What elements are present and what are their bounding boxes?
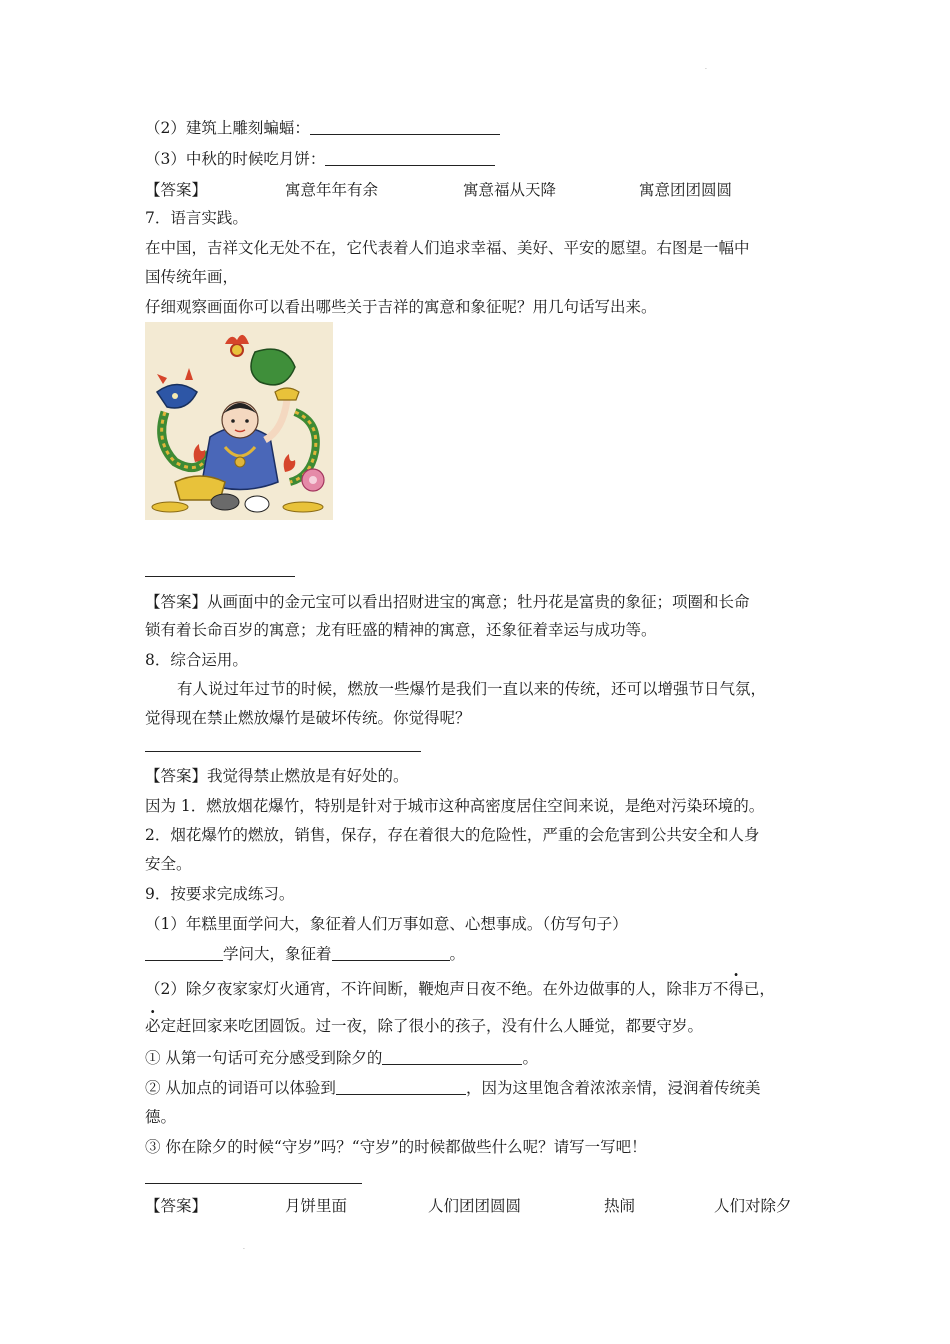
q9-item2-line: （2）除夕夜家家灯火通宵，不许间断，鞭炮声日夜不绝。在外边做事的人，除非· 万不得已， bbox=[145, 979, 775, 999]
q6-item2: （2）建筑上雕刻蝙蝠： bbox=[145, 118, 500, 138]
dotted-emphasis: 必 bbox=[145, 1017, 161, 1035]
q7-paragraph-line: 在中国，吉祥文化无处不在，它代表着人们追求幸福、美好、平安的愿望。右图是一幅中 bbox=[145, 239, 750, 257]
page-speck: · bbox=[705, 66, 707, 73]
q6-item3: （3）中秋的时候吃月饼： bbox=[145, 149, 495, 169]
dotted-emphasis: · 万不得已， bbox=[697, 979, 775, 999]
answer-rule bbox=[145, 751, 421, 752]
q9-item2-line: 必定赶回家来吃团圆饭。过一夜，除了很小的孩子，没有什么人睡觉，都要守岁。 bbox=[145, 1017, 704, 1035]
q9-answer: 【答案】 月饼里面 人们团团圆圆 热闹 人们对除夕 bbox=[145, 1197, 792, 1215]
q9-title: 9．按要求完成练习。 bbox=[145, 885, 295, 903]
answer-blank bbox=[145, 946, 223, 961]
q9-item1: （1）年糕里面学问大，象征着人们万事如意、心想事成。（仿写句子） bbox=[145, 915, 628, 933]
q8-answer-line: 2．烟花爆竹的燃放，销售，保存，存在着很大的危险性，严重的会危害到公共安全和人身 bbox=[145, 826, 760, 844]
answer-rule bbox=[145, 576, 295, 577]
q9-sub3: ③ 你在除夕的时候“守岁”吗？“守岁”的时候都做些什么呢？请写一写吧！ bbox=[145, 1138, 647, 1156]
q9-sub2-line: 德。 bbox=[145, 1108, 177, 1126]
answer-blank bbox=[336, 1080, 466, 1095]
q8-answer-line: 因为 1．燃放烟花爆竹，特别是针对于城市这种高密度居住空间来说，是绝对污染环境的。 bbox=[145, 797, 765, 815]
answer-rule bbox=[145, 1183, 362, 1184]
q7-answer-line: 锁有着长命百岁的寓意；龙有旺盛的精神的寓意，还象征着幸运与成功等。 bbox=[145, 621, 657, 639]
new-year-painting-image bbox=[145, 322, 333, 520]
q8-title: 8．综合运用。 bbox=[145, 651, 248, 669]
q8-answer-line: 安全。 bbox=[145, 855, 192, 873]
page-speck: · bbox=[243, 1246, 245, 1253]
q9-sub2: ② 从加点的词语可以体验到 ，因为这里饱含着浓浓亲情，浸润着传统美 bbox=[145, 1079, 761, 1097]
q7-answer-line: 【答案】从画面中的金元宝可以看出招财进宝的寓意；牡丹花是富贵的象征；项圈和长命 bbox=[145, 593, 750, 611]
q6-answer: 【答案】 寓意年年有余 寓意福从天降 寓意团团圆圆 bbox=[145, 181, 733, 199]
q8-paragraph-line: 有人说过年过节的时候，燃放一些爆竹是我们一直以来的传统，还可以增强节日气氛， bbox=[177, 680, 767, 698]
answer-blank bbox=[310, 120, 500, 135]
q7-paragraph-line: 仔细观察画面你可以看出哪些关于吉祥的寓意和象征呢？用几句话写出来。 bbox=[145, 298, 657, 316]
q9-item1-fill: 学问大，象征着 。 bbox=[145, 944, 465, 964]
q7-paragraph-line: 国传统年画， bbox=[145, 268, 239, 286]
answer-blank bbox=[325, 151, 495, 166]
answer-blank bbox=[332, 946, 450, 961]
q8-paragraph-line: 觉得现在禁止燃放爆竹是破坏传统。你觉得呢？ bbox=[145, 709, 471, 727]
answer-blank bbox=[382, 1050, 522, 1065]
q7-title: 7．语言实践。 bbox=[145, 209, 248, 227]
q8-answer-line: 【答案】我觉得禁止燃放是有好处的。 bbox=[145, 767, 409, 785]
q9-sub1: ① 从第一句话可充分感受到除夕的 。 bbox=[145, 1049, 538, 1067]
